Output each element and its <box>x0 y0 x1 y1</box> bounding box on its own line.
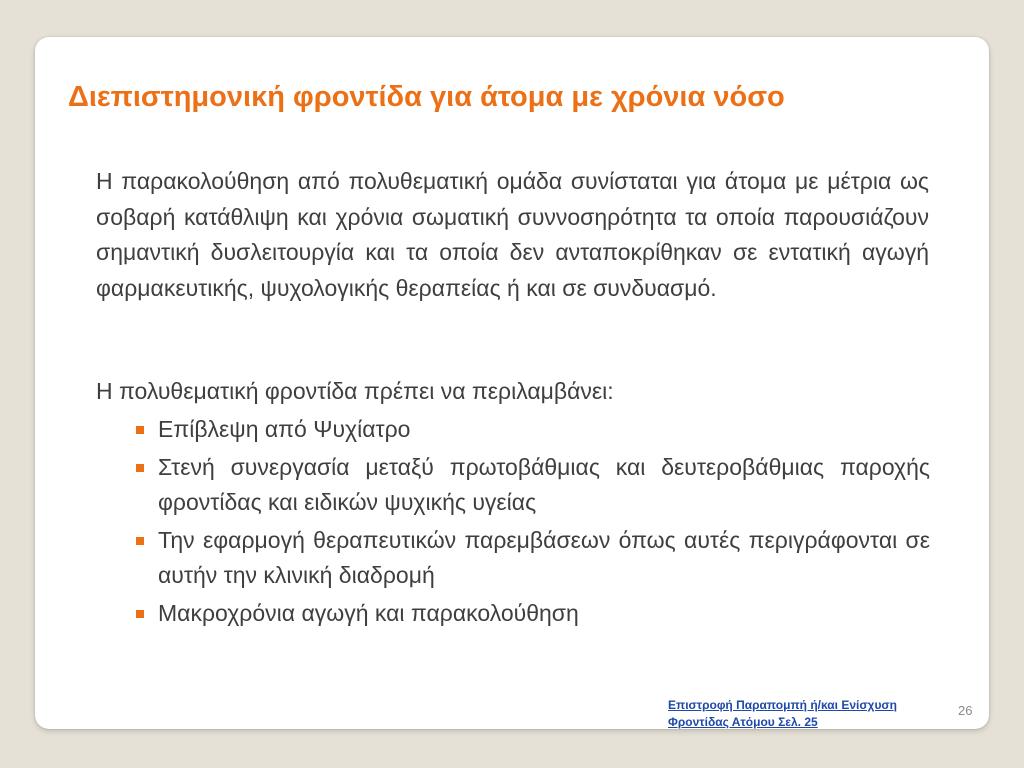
bullet-list <box>134 412 930 633</box>
return-referral-link-line2[interactable]: Φροντίδας Ατόμου Σελ. 25 <box>668 715 818 729</box>
bullet-text: Επίβλεψη από Ψυχίατρο <box>158 416 411 442</box>
page-number: 26 <box>958 703 973 718</box>
square-bullet-icon <box>136 426 144 434</box>
bullet-item <box>134 596 930 632</box>
bullet-text: Μακροχρόνια αγωγή και παρακολούθηση <box>158 599 579 626</box>
bullet-text: Την εφαρμογή θεραπευτικών παρεμβάσεων όπως αυτές περιγράφονται σε αυτήν την κλινική διαδρομή <box>158 526 930 588</box>
bullet-item <box>134 450 930 521</box>
square-bullet-icon <box>136 537 144 545</box>
bullet-item <box>134 523 930 594</box>
bullet-item <box>134 412 930 448</box>
slide-title: Διεπιστημονική φροντίδα για άτομα με χρόνια νόσο <box>68 81 785 113</box>
square-bullet-icon <box>136 464 144 472</box>
lead-text: Η πολυθεματική φροντίδα πρέπει να περιλαμβάνει: <box>96 378 614 404</box>
bullet-text: Στενή συνεργασία μεταξύ πρωτοβάθμιας και δευτεροβάθμιας παροχής φροντίδας και ειδικών ψυχικής υγείας <box>158 453 930 515</box>
return-referral-link-line1[interactable]: Επιστροφή Παραπομπή ή/και Ενίσχυση <box>668 698 897 712</box>
square-bullet-icon <box>136 610 144 618</box>
return-referral-link[interactable] <box>668 697 958 731</box>
intro-paragraph: Η παρακολούθηση από πολυθεματική ομάδα συνίσταται για άτομα με μέτρια ως σοβαρή κατάθλιψη και χρόνια σωματική συννοσηρότητα τα οποία παρουσιάζουν σημαντική δυσλειτουργία και τα οποία δεν ανταποκρίθηκαν σε εντατική αγωγή φαρμακευτικής, ψυχολογικής θεραπείας ή και σε συνδυασμό. <box>96 168 929 301</box>
